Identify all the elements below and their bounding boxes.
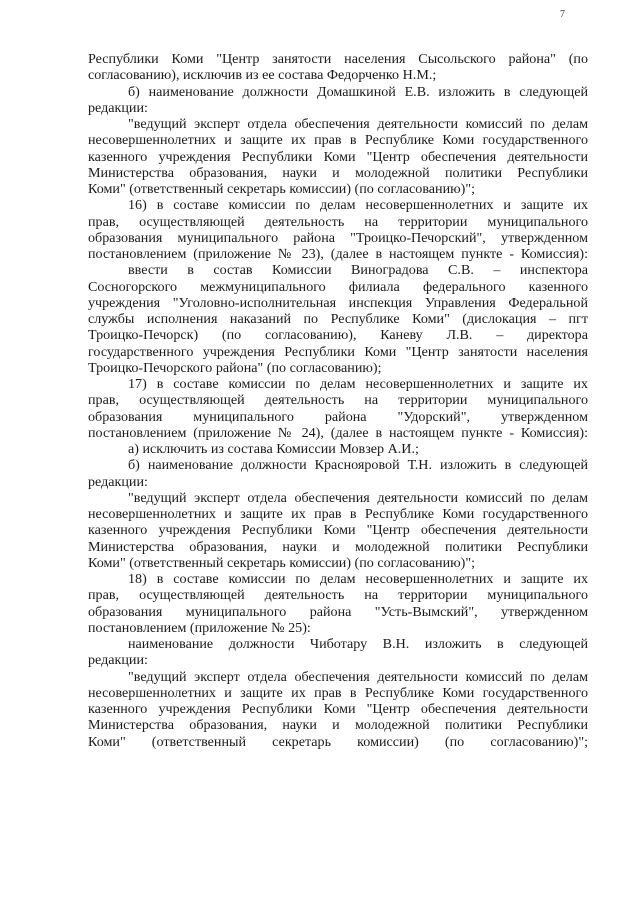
text-line: Коми" (ответственный секретарь комиссии) (по согласованию)"; (88, 181, 476, 197)
text-line: б) наименование должности Краснояровой Т.Н. изложить в следующей (128, 457, 588, 474)
text-line: Министерства образования, науки и молодежной политики Республики (88, 164, 588, 181)
text-line: несовершеннолетних и защите их прав в Республике Коми государственного (88, 506, 588, 522)
text-line: образования муниципального района "Удорский", утвержденном (88, 408, 588, 425)
text-line: "ведущий эксперт отдела обеспечения деятельности комиссий по делам (128, 489, 588, 506)
text-line: казенного учреждения Республики Коми "Центр обеспечения деятельности (88, 522, 588, 539)
text-line: Троицко-Печорского района" (по согласованию); (88, 359, 382, 376)
text-line: 16) в составе комиссии по делам несовершеннолетних и защите их (128, 197, 588, 214)
text-line: постановлением (приложение № 23), (далее в настоящем пункте - Комиссия): (88, 246, 588, 262)
text-line: Коми" (ответственный секретарь комиссии) (по согласованию)"; (88, 733, 588, 750)
text-line: Министерства образования, науки и молодежной политики Республики (88, 717, 588, 734)
text-line: несовершеннолетних и защите их прав в Республике Коми государственного (88, 684, 588, 701)
text-line: 18) в составе комиссии по делам несовершеннолетних и защите их (128, 571, 588, 587)
text-line: б) наименование должности Домашкиной Е.В. изложить в следующей (128, 83, 588, 100)
text-line: постановлением (приложение № 25): (88, 619, 311, 636)
text-line: службы исполнения наказаний по Республике Коми" (дислокация – пгт (88, 311, 588, 327)
text-line: согласованию), исключив из ее состава Федорченко Н.М.; (88, 67, 437, 84)
text-line: наименование должности Чиботару В.Н. изложить в следующей (128, 636, 588, 652)
text-line: "ведущий эксперт отдела обеспечения деятельности комиссий по делам (128, 668, 588, 685)
text-line: казенного учреждения Республики Коми "Центр обеспечения деятельности (88, 148, 588, 165)
text-line: Республики Коми "Центр занятости населения Сысольского района" (по (88, 51, 588, 67)
text-line: прав, осуществляющей деятельность на территории муниципального (88, 587, 588, 604)
text-line: образования муниципального района "Троицко-Печорский", утвержденном (88, 229, 588, 246)
text-line: "ведущий эксперт отдела обеспечения деятельности комиссий по делам (128, 116, 588, 132)
text-line: образования муниципального района "Усть-Вымский", утвержденном (88, 603, 588, 620)
page-number: 7 (560, 9, 565, 20)
text-line: а) исключить из состава Комиссии Мовзер А.И.; (128, 441, 419, 457)
text-line: редакции: (88, 99, 148, 116)
text-line: государственного учреждения Республики Коми "Центр занятости населения (88, 343, 588, 360)
text-line: Коми" (ответственный секретарь комиссии) (по согласованию)"; (88, 554, 476, 571)
text-line: ввести в состав Комиссии Виноградова С.В. – инспектора (128, 262, 588, 279)
text-line: редакции: (88, 473, 148, 490)
text-line: учреждения "Уголовно-исполнительная инспекция Управления Федеральной (88, 294, 588, 311)
document-body (88, 51, 588, 750)
text-line: Министерства образования, науки и молодежной политики Республики (88, 538, 588, 555)
text-line: казенного учреждения Республики Коми "Центр обеспечения деятельности (88, 701, 588, 717)
text-line: Троицко-Печорск) (по согласованию), Каневу Л.В. – директора (88, 327, 588, 344)
text-line: несовершеннолетних и защите их прав в Республике Коми государственного (88, 132, 588, 149)
text-line: редакции: (88, 652, 148, 669)
text-line: прав, осуществляющей деятельность на территории муниципального (88, 392, 588, 409)
text-line: прав, осуществляющей деятельность на территории муниципального (88, 213, 588, 230)
text-line: постановлением (приложение № 24), (далее в настоящем пункте - Комиссия): (88, 424, 588, 441)
text-line: 17) в составе комиссии по делам несовершеннолетних и защите их (128, 376, 588, 392)
text-line: Сосногорского межмуниципального филиала федерального казенного (88, 278, 588, 295)
